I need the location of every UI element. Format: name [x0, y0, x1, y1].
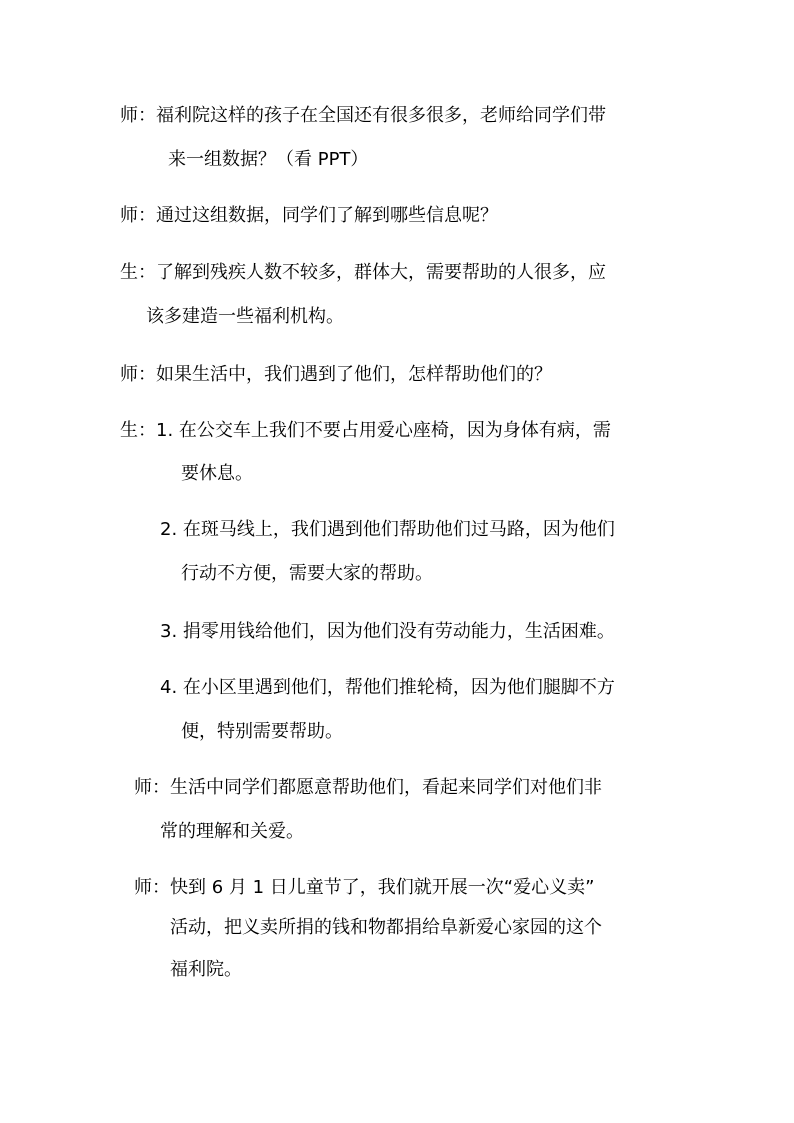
text-line-3: 师：通过这组数据，同学们了解到哪些信息呢？ — [120, 205, 498, 226]
text-line-9: 2. 在斑马线上，我们遇到他们帮助他们过马路，因为他们 — [160, 519, 615, 540]
text-line-10: 行动不方便，需要大家的帮助。 — [181, 563, 433, 584]
text-line-14: 师：生活中同学们都愿意帮助他们，看起来同学们对他们非 — [134, 777, 602, 798]
text-line-11: 3. 捐零用钱给他们，因为他们没有劳动能力，生活困难。 — [160, 621, 615, 642]
text-line-2: 来一组数据？（看 PPT） — [168, 149, 369, 170]
text-line-5: 该多建造一些福利机构。 — [146, 306, 344, 327]
text-line-8: 要休息。 — [181, 463, 253, 484]
text-line-13: 便，特别需要帮助。 — [181, 721, 343, 742]
text-line-18: 福利院。 — [170, 959, 242, 980]
text-line-6: 师：如果生活中，我们遇到了他们，怎样帮助他们的？ — [120, 364, 552, 385]
text-line-17: 活动，把义卖所捐的钱和物都捐给阜新爱心家园的这个 — [170, 917, 602, 938]
text-line-12: 4. 在小区里遇到他们，帮他们推轮椅，因为他们腿脚不方 — [160, 677, 615, 698]
text-line-1: 师：福利院这样的孩子在全国还有很多很多，老师给同学们带 — [120, 105, 606, 126]
text-line-4: 生：了解到残疾人数不较多，群体大，需要帮助的人很多，应 — [120, 262, 606, 283]
text-line-7: 生：1. 在公交车上我们不要占用爱心座椅，因为身体有病，需 — [120, 420, 611, 441]
text-line-16: 师：快到 6 月 1 日儿童节了，我们就开展一次“爱心义卖” — [134, 877, 595, 898]
text-line-15: 常的理解和关爱。 — [160, 821, 304, 842]
